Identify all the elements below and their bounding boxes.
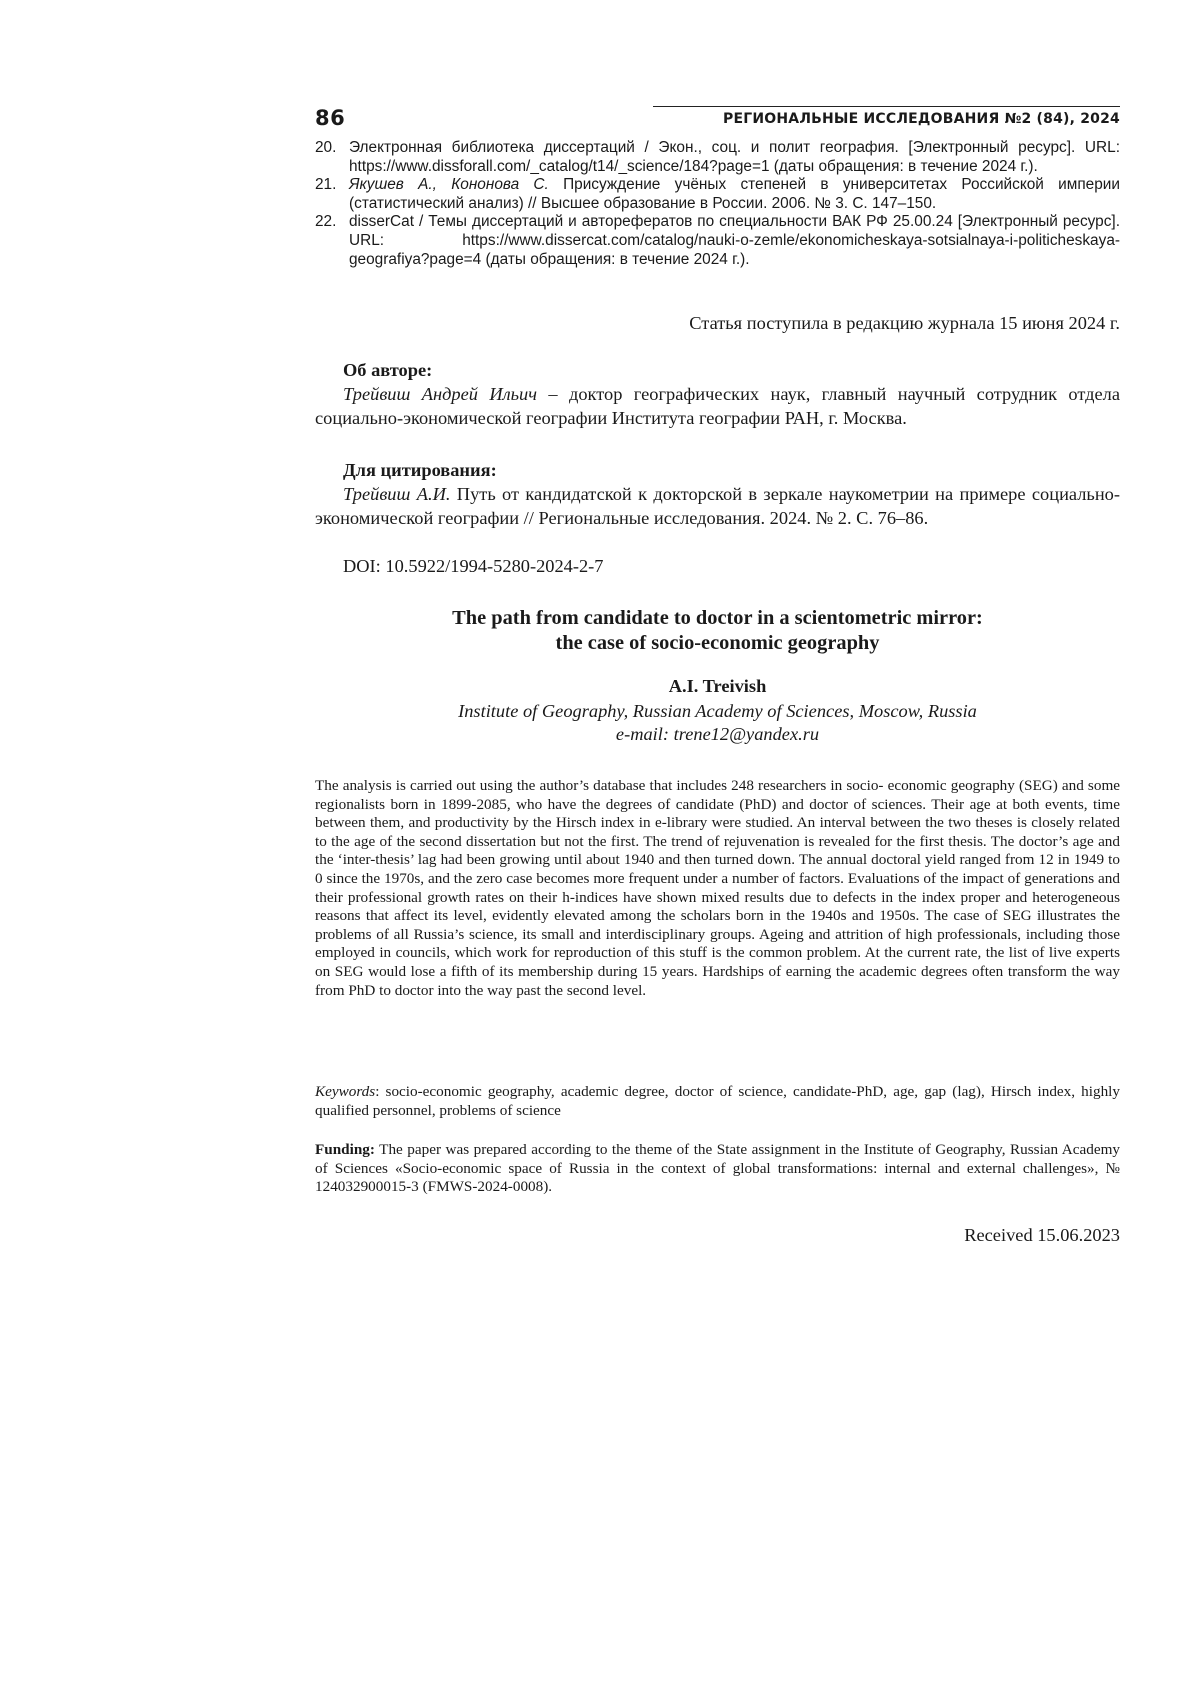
funding-text: The paper was prepared according to the theme of the State assignment in the Institute of Geography, Russian Academy of Sciences «Socio-economic space of Russia in the context of global transformations: internal and external challenges», № 124032900015-3 (FMWS-2024-0008).: [315, 1141, 1120, 1196]
keywords-label: Keywords: [315, 1083, 376, 1100]
header-rule: [653, 106, 1120, 107]
reference-item: [315, 213, 1120, 269]
english-keywords: [315, 1083, 1120, 1120]
citation-heading: Для цитирования:: [343, 460, 497, 480]
english-author: A.I. Treivish: [668, 676, 767, 696]
reference-number: 20.: [315, 139, 337, 156]
reference-list: [315, 139, 1120, 269]
journal-title: РЕГИОНАЛЬНЫЕ ИССЛЕДОВАНИЯ №2 (84), 2024: [723, 111, 1120, 127]
reference-number: 22.: [315, 213, 337, 231]
reference-number: 21.: [315, 176, 337, 194]
english-title-line: The path from candidate to doctor in a scientometric mirror:: [452, 607, 983, 629]
about-author-heading: Об авторе:: [343, 360, 433, 380]
about-author-text: [315, 383, 1120, 430]
keywords-text: : socio-economic geography, academic degree, doctor of science, candidate-PhD, age, gap (lag), Hirsch index, highly qualified personnel, problems of science: [315, 1083, 1120, 1119]
funding-label: Funding:: [315, 1141, 375, 1158]
citation-text: [315, 483, 1120, 530]
received-date-ru: Статья поступила в редакцию журнала 15 июня 2024 г.: [689, 313, 1120, 333]
running-header: [315, 104, 1120, 134]
english-title: [315, 606, 1120, 656]
page-number: 86: [315, 106, 346, 130]
reference-authors: Якушев А., Кононова С.: [349, 176, 549, 194]
english-funding: [315, 1141, 1120, 1197]
reference-text: disserCat / Темы диссертаций и авторефератов по специальности ВАК РФ 25.00.24 [Электронный ресурс]. URL: https://www.dissercat.com/catalog/nauki-o-zemle/ekonomicheskaya-sotsialnaya-i-politicheskaya-geografiya?page=4 (даты обращения: в течение 2024 г.).: [349, 213, 1120, 268]
citation-reference: Путь от кандидатской к докторской в зеркале наукометрии на примере социально-экономической географии // Региональные исследования. 2024. № 2. С. 76–86.: [315, 484, 1120, 528]
english-title-line: the case of socio-economic geography: [555, 632, 880, 654]
affiliation-line: Institute of Geography, Russian Academy of Sciences, Moscow, Russia: [458, 701, 977, 721]
citation-author: Трейвиш А.И.: [343, 484, 451, 504]
reference-text: Присуждение учёных степеней в университетах Российской империи (статистический анализ) // Высшее образование в России. 2006. № 3. С. 147–150.: [349, 176, 1120, 212]
author-description: – доктор географических наук, главный научный сотрудник отдела социально-экономической географии Института географии РАН, г. Москва.: [315, 384, 1121, 428]
received-date-en: Received 15.06.2023: [964, 1225, 1120, 1245]
english-affiliation: [315, 700, 1120, 746]
reference-item: [315, 139, 1120, 176]
english-abstract: The analysis is carried out using the author’s database that includes 248 researchers in socio- economic geography (SEG) and some regionalists born in 1899-2085, who have the degrees of candidate (PhD) and doctor of sciences. Their age at both events, time between them, and productivity by the Hirsch index in e-library were studied. An interval between the two theses is closely related to the age of the second dissertation but not the first. The trend of rejuvenation is revealed for the first thesis. The doctor’s age and the ‘inter-thesis’ lag had been growing until about 1940 and then turned down. The annual doctoral yield ranged from 12 in 1949 to 0 since the 1970s, and the zero case becomes more frequent under a number of factors. Evaluations of the impact of generations and their professional growth rates on their h-indices have shown mixed results due to defects in the index proper and heterogeneous reasons that affect its level, evidently elevated among the scholars born in the 1940s and 1950s. The case of SEG illustrates the problems of all Russia’s science, its small and interdisciplinary groups. Ageing and attrition of high professionals, including those employed in councils, which work for reproduction of this stuff is the common problem. At the current rate, the list of live experts on SEG would lose a fifth of its membership during 15 years. Hardships of earning the academic degrees often transform the way from PhD to doctor into the way past the second level.: [315, 777, 1120, 999]
doi: DOI: 10.5922/1994-5280-2024-2-7: [343, 556, 604, 576]
author-name-ru: Трейвиш Андрей Ильич: [343, 384, 538, 404]
email-line: e-mail: trene12@yandex.ru: [615, 724, 820, 744]
reference-text: Электронная библиотека диссертаций / Экон., соц. и полит география. [Электронный ресурс]. URL: https://www.dissforall.com/_catalog/t14/_science/184?page=1 (даты обращения: в течение 2024 г.).: [349, 139, 1120, 175]
reference-item: [315, 176, 1120, 213]
